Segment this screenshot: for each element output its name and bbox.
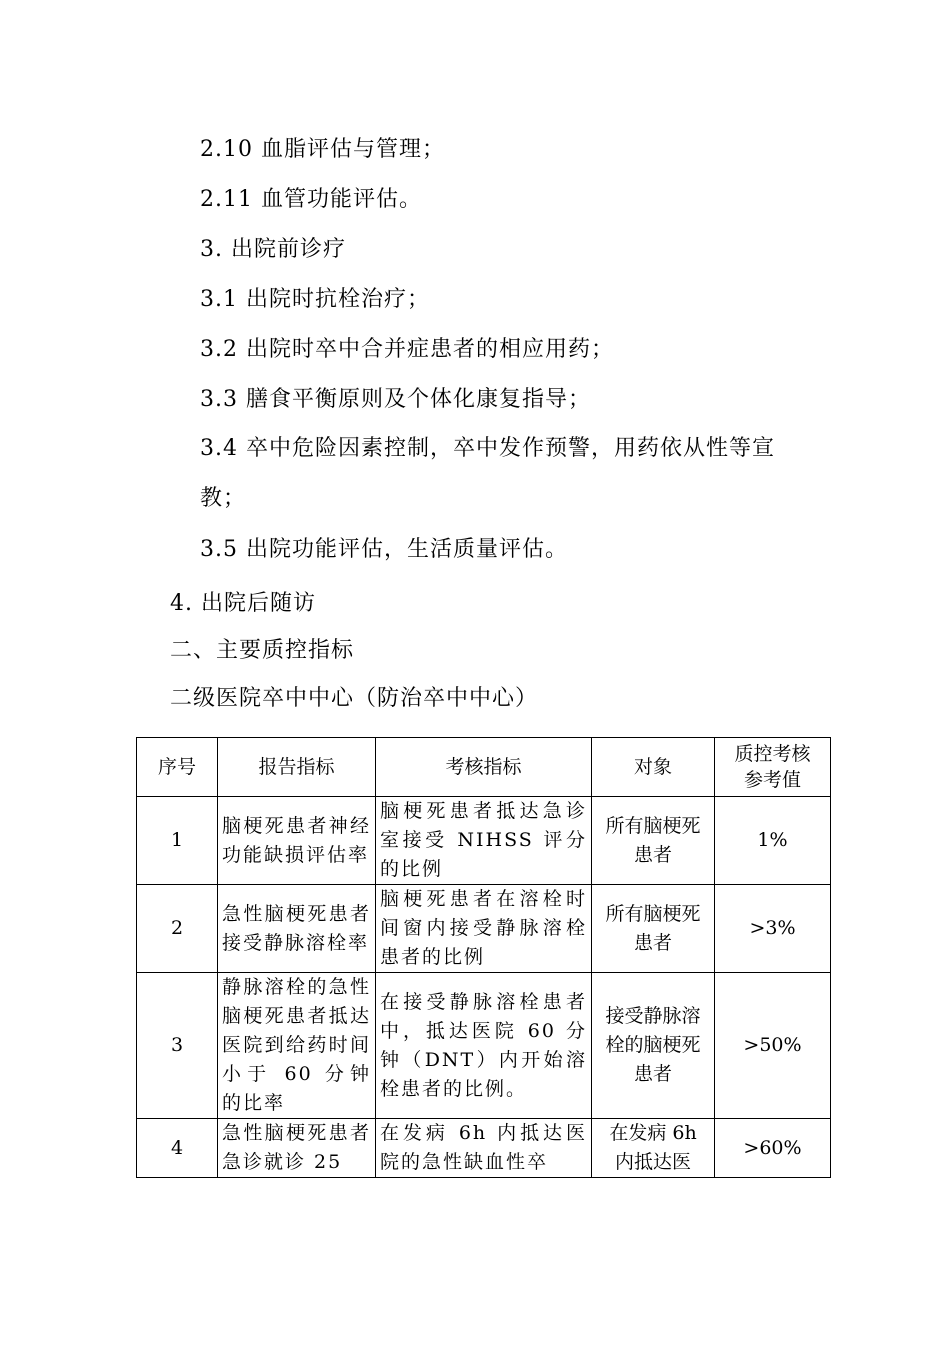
cell-no: 3	[137, 973, 218, 1119]
header-no: 序号	[137, 738, 218, 797]
text-line: 教；	[200, 486, 247, 511]
cell-object	[592, 1119, 715, 1178]
cell-report: 急性脑梗死患者接受静脉溶栓率	[218, 885, 376, 973]
section-heading: 二、主要质控指标	[170, 638, 355, 663]
cell-assess: 在接受静脉溶栓患者中，抵达医院 60 分钟（DNT）内开始溶栓患者的比例。	[376, 973, 592, 1119]
cell-object-text: 在发病 6h 内抵达医	[609, 1122, 697, 1173]
header-assessment-indicator: 考核指标	[376, 738, 592, 797]
header-reference-value: 质控考核参考值	[715, 738, 831, 797]
quality-indicator-table	[136, 737, 831, 1178]
cell-assess: 脑梗死患者在溶栓时间窗内接受静脉溶栓患者的比例	[376, 885, 592, 973]
cell-assess: 脑梗死患者抵达急诊室接受 NIHSS 评分的比例	[376, 797, 592, 885]
table-row	[137, 973, 831, 1119]
cell-assess-text: 在发病 6h 内抵达医院的急性缺血性卒	[380, 1122, 587, 1173]
table-caption: 二级医院卒中中心（防治卒中中心）	[170, 686, 539, 711]
cell-ref: 1%	[715, 797, 831, 885]
table-row	[137, 885, 831, 973]
cell-report: 静脉溶栓的急性脑梗死患者抵达医院到给药时间小于 60 分钟的比率	[218, 973, 376, 1119]
text-line: 3.4 卒中危险因素控制，卒中发作预警，用药依从性等宣	[200, 436, 775, 461]
text-line: 3.5 出院功能评估，生活质量评估。	[200, 537, 568, 562]
section-heading: 4. 出院后随访	[170, 591, 316, 616]
cell-report: 脑梗死患者神经功能缺损评估率	[218, 797, 376, 885]
text-line: 3.1 出院时抗栓治疗；	[200, 287, 430, 312]
cell-assess	[376, 1119, 592, 1178]
header-report-indicator: 报告指标	[218, 738, 376, 797]
table-row	[137, 797, 831, 885]
section-heading: 3. 出院前诊疗	[200, 237, 346, 262]
cell-object: 所有脑梗死患者	[592, 797, 715, 885]
text-line: 2.11 血管功能评估。	[200, 187, 422, 212]
text-line: 3.2 出院时卒中合并症患者的相应用药；	[200, 337, 614, 362]
cell-report-text: 急性脑梗死患者急诊就诊 25	[222, 1122, 371, 1173]
cell-object: 所有脑梗死患者	[592, 885, 715, 973]
header-object: 对象	[592, 738, 715, 797]
cell-report	[218, 1119, 376, 1178]
text-line: 3.3 膳食平衡原则及个体化康复指导；	[200, 387, 591, 412]
cell-ref: >50%	[715, 973, 831, 1119]
cell-ref: >3%	[715, 885, 831, 973]
table-row	[137, 1119, 831, 1178]
text-line: 2.10 血脂评估与管理；	[200, 137, 445, 162]
cell-no: 2	[137, 885, 218, 973]
cell-no: 4	[137, 1119, 218, 1178]
cell-object: 接受静脉溶栓的脑梗死患者	[592, 973, 715, 1119]
table-header-row	[137, 738, 831, 797]
cell-no: 1	[137, 797, 218, 885]
cell-ref: >60%	[715, 1119, 831, 1178]
